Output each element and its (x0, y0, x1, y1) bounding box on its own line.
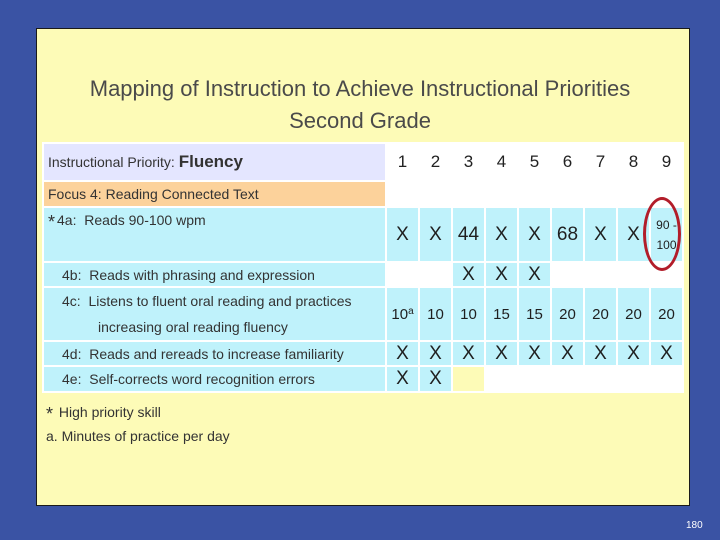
highlight-circle (643, 197, 681, 271)
page-subtitle: Second Grade (289, 108, 431, 133)
row-desc: * 4a: Reads 90-100 wpm (43, 207, 386, 262)
focus-row (43, 181, 683, 207)
page-title: Mapping of Instruction to Achieve Instructional Priorities (89, 76, 631, 101)
priority-table (42, 142, 684, 393)
page-number: 180 (686, 520, 703, 531)
table-row: 4e: Self-corrects word recognition errors X X (43, 366, 683, 392)
footnote-star-symbol: * (46, 404, 54, 424)
header-label: Instructional Priority: (48, 154, 175, 170)
column-header: 6 (551, 143, 584, 181)
row-desc: 4c: Listens to fluent oral reading and practices increasing oral reading fluency (43, 287, 386, 341)
footnote-star: * High priority skill (46, 404, 161, 424)
column-header: 3 (452, 143, 485, 181)
priority-table-area (42, 142, 684, 393)
column-header: 7 (584, 143, 617, 181)
header-value: Fluency (178, 152, 243, 171)
table-row: 4b: Reads with phrasing and expression X X X (43, 262, 683, 287)
focus-cell: Focus 4: Reading Connected Text (43, 181, 386, 207)
column-header: 1 (386, 143, 419, 181)
table-row: 4d: Reads and rereads to increase familiarity X X X X X X X X X (43, 341, 683, 366)
row-desc: 4e: Self-corrects word recognition errors (43, 366, 386, 392)
column-header: 2 (419, 143, 452, 181)
footnote-a-mark: a (408, 305, 414, 317)
footnote-a: a. Minutes of practice per day (46, 428, 230, 444)
column-header: 5 (518, 143, 551, 181)
table-row: 4c: Listens to fluent oral reading and practices increasing oral reading fluency 10$^a$ 10 10 15 15 20 20 20 20 (43, 287, 683, 341)
column-header: 8 (617, 143, 650, 181)
table-row: * 4a: Reads 90-100 wpm X X 44 X X 68 X X 90 - 100 (43, 207, 683, 262)
header-cell (43, 143, 386, 181)
high-priority-star: * (48, 212, 56, 232)
column-header: 4 (485, 143, 518, 181)
target-cell: 90 - 100 (650, 207, 683, 262)
row-desc: 4b: Reads with phrasing and expression (43, 262, 386, 287)
table-header-row (43, 143, 683, 181)
column-header: 9 (650, 143, 683, 181)
row-desc: 4d: Reads and rereads to increase familiarity (43, 341, 386, 366)
